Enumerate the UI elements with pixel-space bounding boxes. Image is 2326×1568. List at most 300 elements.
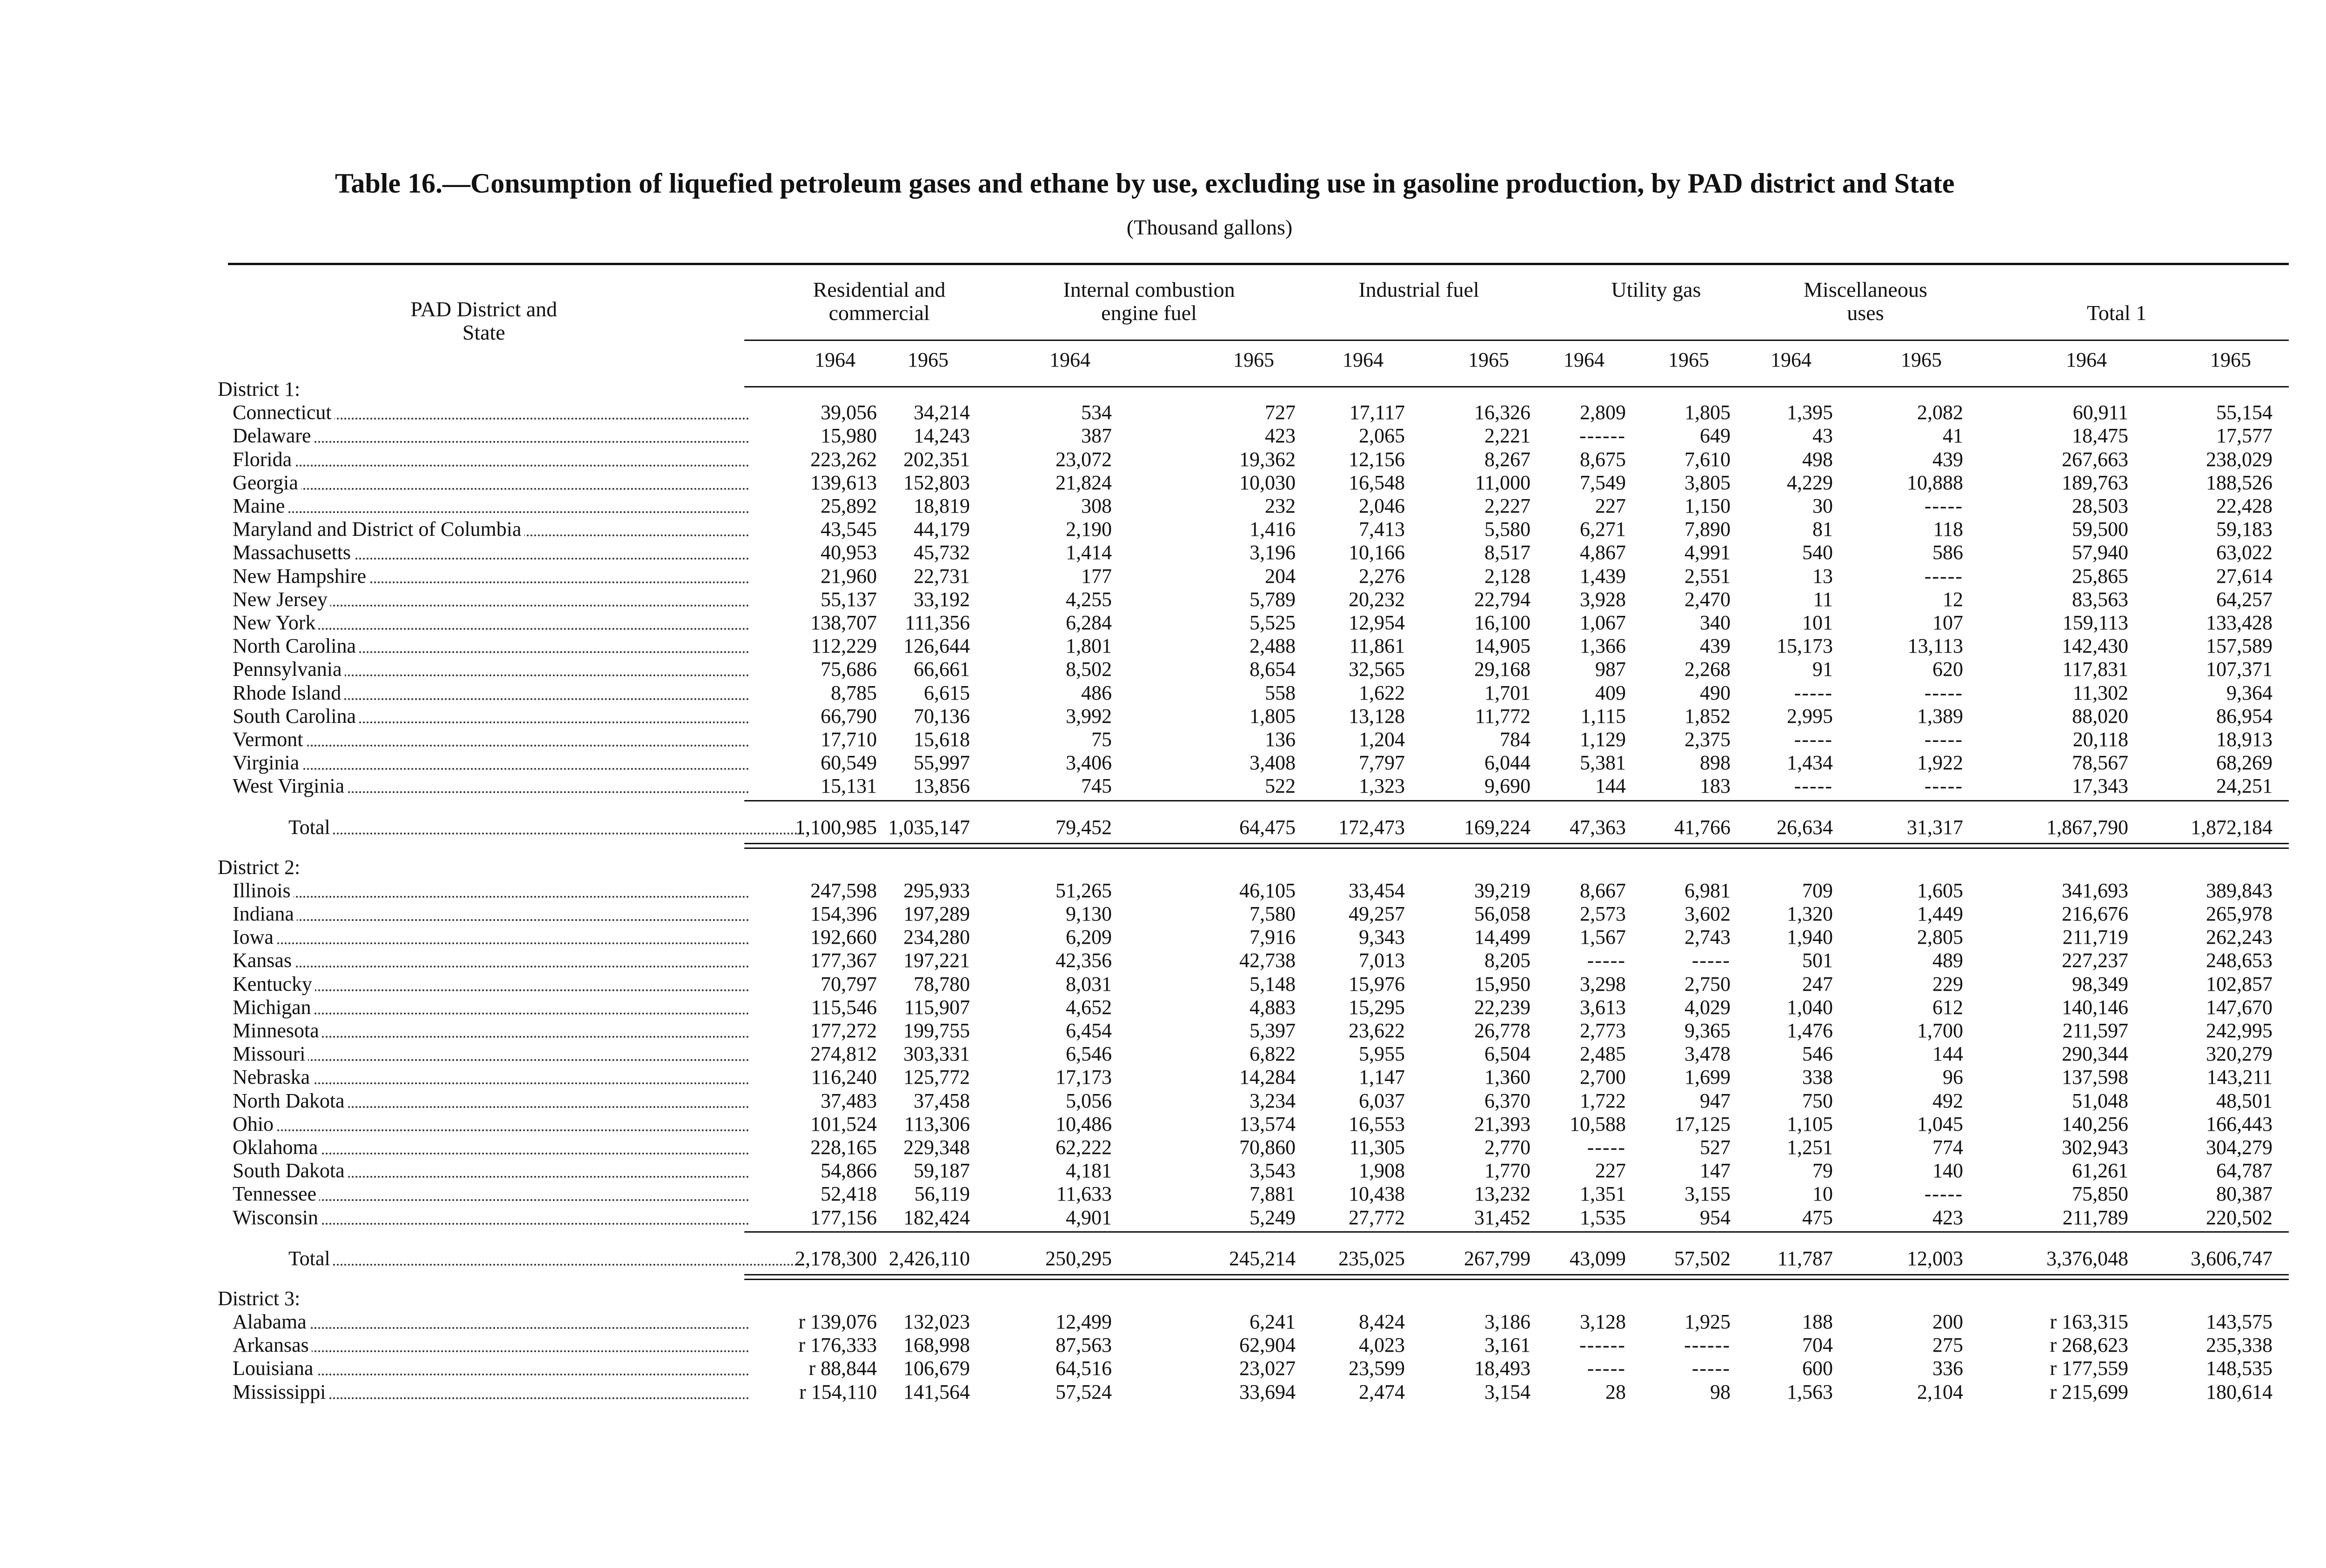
row-label [233,949,749,972]
district-heading [0,378,2289,401]
cell-value: 46,105 [1239,879,1296,902]
table-row [0,518,2289,541]
dot-leader [233,966,749,967]
row-label [233,879,749,902]
cell-value: 2,770 [1484,1136,1531,1159]
cell-value: 3,186 [1484,1310,1531,1333]
cell-value: 177,156 [810,1206,877,1229]
cell-value: 23,599 [1349,1357,1405,1380]
cell-value: 5,249 [1250,1206,1296,1229]
cell-value: 4,867 [1580,541,1626,564]
cell-value: 68,269 [2216,751,2273,774]
row-label-text: West Virginia [233,774,347,797]
cell-value: 55,137 [821,587,877,611]
cell-value: ----- [1924,564,1963,587]
table-title: Table 16.—Consumption of liquefied petroleum gases and ethane by use, excluding use in gasoline production, by PAD district and State [335,168,1955,199]
cell-value: 6,370 [1484,1089,1531,1112]
cell-value: 41,766 [1674,815,1731,839]
cell-value: 8,517 [1484,541,1531,564]
cell-value: 40,953 [821,541,877,564]
table-row [0,1136,2289,1159]
cell-value: 192,660 [810,926,877,949]
cell-value: 5,148 [1250,972,1296,995]
cell-value: 1,416 [1250,518,1296,541]
row-label [233,401,749,424]
cell-value: 227 [1595,494,1626,517]
cell-value: 2,573 [1580,902,1626,925]
cell-value: 12,954 [1349,611,1405,634]
cell-value: 159,113 [2062,611,2128,634]
cell-value: r 268,623 [2050,1334,2128,1357]
cell-value: 1,476 [1787,1019,1833,1042]
cell-value: 98,349 [2072,972,2128,995]
cell-value: 6,241 [1250,1310,1296,1333]
cell-value: 1,700 [1917,1019,1963,1042]
cell-value: 17,710 [821,728,877,751]
cell-value: 486 [1081,681,1112,704]
table-row [0,902,2289,926]
cell-value: ----- [1794,728,1833,751]
cell-value: 501 [1802,949,1833,972]
row-label [233,996,749,1019]
cell-value: 117,831 [2062,658,2128,681]
cell-value: 2,750 [1684,972,1731,995]
row-label-text: Kentucky [233,973,315,995]
row-label [288,816,805,839]
cell-value: 143,211 [2206,1066,2273,1089]
year-header-8: 1964 [1771,348,1811,371]
row-label [218,856,734,879]
cell-value: 48,501 [2216,1089,2273,1112]
year-header-1: 1965 [908,348,949,371]
table-subtitle: (Thousand gallons) [1126,215,1293,239]
cell-value: 8,675 [1580,447,1626,471]
cell-value: 620 [1932,658,1963,681]
cell-value: 2,178,300 [795,1247,877,1270]
row-label-text: Total [288,816,333,839]
cell-value: 320,279 [2206,1042,2273,1066]
cell-value: ------ [1579,1334,1626,1357]
row-label-text: Vermont [233,728,306,751]
cell-value: 37,458 [914,1089,970,1112]
cell-value: 180,614 [2206,1380,2273,1403]
cell-value: 25,865 [2072,564,2128,587]
cell-value: ----- [1691,949,1731,972]
year-header-2: 1964 [1049,348,1090,371]
row-label [233,658,749,681]
cell-value: 14,243 [914,424,970,447]
cell-value: 142,430 [2062,634,2128,658]
cell-value: 15,976 [1349,972,1405,995]
cell-value: 216,676 [2062,902,2128,925]
cell-value: 10,486 [1056,1112,1112,1135]
cell-value: 6,504 [1484,1042,1531,1066]
cell-value: 14,499 [1474,926,1531,949]
row-label [233,1019,749,1042]
cell-value: 295,933 [903,879,970,902]
cell-value: 31,452 [1474,1206,1531,1229]
cell-value: 8,424 [1359,1310,1405,1333]
cell-value: 27,772 [1349,1206,1405,1229]
row-label [233,1136,749,1159]
cell-value: 534 [1081,401,1112,424]
cell-value: 4,023 [1359,1334,1405,1357]
row-label [233,926,749,949]
cell-value: 235,338 [2206,1334,2273,1357]
cell-value: 22,428 [2216,494,2273,517]
cell-value: 19,362 [1239,447,1296,471]
cell-value: 211,597 [2062,1019,2128,1042]
table-row [0,611,2289,634]
cell-value: 87,563 [1056,1334,1112,1357]
cell-value: 1,395 [1787,401,1833,424]
cell-value: 107 [1932,611,1963,634]
cell-value: 152,803 [903,471,970,494]
cell-value: 75,686 [821,658,877,681]
cell-value: 7,580 [1250,902,1296,925]
row-label [233,565,749,588]
cell-value: 220,502 [2206,1206,2273,1229]
cell-value: 98 [1710,1380,1731,1403]
dot-leader [233,1059,749,1061]
cell-value: 1,722 [1580,1089,1626,1112]
cell-value: 157,589 [2206,634,2273,658]
cell-value: 70,136 [914,704,970,727]
cell-value: 8,654 [1250,658,1296,681]
cell-value: 1,434 [1787,751,1833,774]
cell-value: 78,780 [914,972,970,995]
cell-value: 3,543 [1250,1159,1296,1182]
row-label-text: Mississippi [233,1381,329,1403]
row-label [233,494,749,518]
row-label [233,518,749,541]
table-row [0,565,2289,588]
cell-value: 3,196 [1250,541,1296,564]
row-label-text: Iowa [233,926,276,948]
cell-value: 4,991 [1684,541,1731,564]
cell-value: 1,567 [1580,926,1626,949]
row-label [288,1247,805,1270]
cell-value: 6,037 [1359,1089,1405,1112]
row-label-text: Louisiana [233,1357,316,1380]
table-row [0,1310,2289,1334]
cell-value: 27,614 [2216,564,2273,587]
cell-value: 229 [1932,972,1963,995]
table-row [0,448,2289,471]
total-rule [744,847,2289,849]
cell-value: 20,232 [1349,587,1405,611]
cell-value: 2,488 [1250,634,1296,658]
cell-value: 1,150 [1684,494,1731,517]
cell-value: 139,613 [810,471,877,494]
cell-value: 10 [1812,1182,1833,1206]
row-label-text: Indiana [233,902,297,925]
cell-value: 267,663 [2062,447,2128,471]
cell-value: 2,104 [1917,1380,1963,1403]
cell-value: 126,644 [903,634,970,658]
dot-leader [233,511,749,513]
cell-value: 9,690 [1484,774,1531,798]
cell-value: 138,707 [810,611,877,634]
cell-value: 238,029 [2206,447,2273,471]
cell-value: 227,237 [2062,949,2128,972]
cell-value: 17,577 [2216,424,2273,447]
cell-value: 8,667 [1580,879,1626,902]
cell-value: 12,499 [1056,1310,1112,1333]
cell-value: 154,396 [810,902,877,925]
cell-value: 3,992 [1066,704,1112,727]
cell-value: 33,192 [914,587,970,611]
cell-value: 7,890 [1684,518,1731,541]
row-label-text: Florida [233,448,294,471]
year-header-9: 1965 [1901,348,1942,371]
row-label-text: District 2: [218,856,303,879]
cell-value: 303,331 [903,1042,970,1066]
row-label-text: Total [288,1247,333,1270]
cell-value: 546 [1802,1042,1833,1066]
cell-value: 79,452 [1056,815,1112,839]
cell-value: 1,439 [1580,564,1626,587]
cell-value: 115,546 [811,995,877,1019]
cell-value: 34,214 [914,401,970,424]
cell-value: 3,161 [1484,1334,1531,1357]
cell-value: 56,119 [914,1182,970,1206]
cell-value: 49,257 [1349,902,1405,925]
cell-value: 43,099 [1570,1247,1626,1270]
cell-value: 774 [1932,1136,1963,1159]
year-header-5: 1965 [1468,348,1509,371]
cell-value: 2,426,110 [889,1247,970,1270]
cell-value: 274,812 [810,1042,877,1066]
cell-value: 2,221 [1484,424,1531,447]
row-label [233,1089,749,1113]
cell-value: 2,082 [1917,401,1963,424]
cell-value: 47,363 [1570,815,1626,839]
cell-value: 16,100 [1474,611,1531,634]
cell-value: 13 [1812,564,1833,587]
table-row [0,588,2289,611]
table-row [0,1334,2289,1357]
table-row [0,658,2289,681]
cell-value: 60,911 [2072,401,2128,424]
row-label-text: Delaware [233,424,314,447]
cell-value: 137,598 [2062,1066,2128,1089]
cell-value: 22,731 [914,564,970,587]
row-label [233,588,749,611]
cell-value: 202,351 [903,447,970,471]
cell-value: 20,118 [2072,728,2128,751]
cell-value: 898 [1700,751,1731,774]
cell-value: 250,295 [1045,1247,1112,1270]
cell-value: 96 [1943,1066,1963,1089]
cell-value: 101 [1802,611,1833,634]
cell-value: 125,772 [903,1066,970,1089]
cell-value: 6,271 [1580,518,1626,541]
cell-value: 41 [1943,424,1963,447]
cell-value: 232 [1265,494,1296,517]
cell-value: 147 [1700,1159,1731,1182]
cell-value: 247,598 [810,879,877,902]
cell-value: 1,925 [1684,1310,1731,1333]
cell-value: 2,268 [1684,658,1731,681]
cell-value: 1,770 [1484,1159,1531,1182]
cell-value: 4,229 [1787,471,1833,494]
row-label [233,973,749,996]
cell-value: 308 [1081,494,1112,517]
cell-value: 423 [1932,1206,1963,1229]
cell-value: 4,181 [1066,1159,1112,1182]
cell-value: 247 [1802,972,1833,995]
dot-leader [233,1327,749,1329]
cell-value: 39,219 [1474,879,1531,902]
cell-value: 66,790 [821,704,877,727]
dot-leader [288,833,805,834]
total-rule [744,1274,2289,1275]
cell-value: 15,980 [821,424,877,447]
cell-value: 16,553 [1349,1112,1405,1135]
cell-value: 612 [1932,995,1963,1019]
cell-value: 490 [1700,681,1731,704]
cell-value: 527 [1700,1136,1731,1159]
cell-value: 177,367 [810,949,877,972]
cell-value: 6,044 [1484,751,1531,774]
cell-value: 13,574 [1239,1112,1296,1135]
cell-value: 262,243 [2206,926,2273,949]
cell-value: r 139,076 [798,1310,877,1333]
cell-value: 22,239 [1474,995,1531,1019]
cell-value: 1,449 [1917,902,1963,925]
cell-value: 2,065 [1359,424,1405,447]
cell-value: 341,693 [2062,879,2128,902]
cell-value: 228,165 [810,1136,877,1159]
cell-value: 11,861 [1349,634,1405,658]
cell-value: 197,289 [903,902,970,925]
cell-value: 275 [1932,1334,1963,1357]
cell-value: 6,454 [1066,1019,1112,1042]
cell-value: 11 [1813,587,1833,611]
cell-value: 2,995 [1787,704,1833,727]
cell-value: 75,850 [2072,1182,2128,1206]
total-row [0,1247,2289,1270]
cell-value: 8,267 [1484,447,1531,471]
dot-leader [233,1129,749,1131]
cell-value: 88,020 [2072,704,2128,727]
cell-value: 409 [1595,681,1626,704]
cell-value: 57,502 [1674,1247,1731,1270]
row-label-text: South Dakota [233,1159,348,1182]
cell-value: 3,602 [1684,902,1731,925]
cell-value: 2,551 [1684,564,1731,587]
cell-value: 265,978 [2206,902,2273,925]
cell-value: 23,072 [1056,447,1112,471]
row-label-text: Michigan [233,996,314,1019]
cell-value: 439 [1932,447,1963,471]
cell-value: 1,147 [1359,1066,1405,1089]
cell-value: 3,613 [1580,995,1626,1019]
table-row [0,751,2289,774]
cell-value: 1,801 [1066,634,1112,658]
cell-value: 55,997 [914,751,970,774]
cell-value: 147,670 [2206,995,2273,1019]
cell-value: 234,280 [903,926,970,949]
row-label-text: Connecticut [233,401,334,424]
cell-value: 8,785 [831,681,877,704]
cell-value: 118 [1933,518,1963,541]
table-row [0,424,2289,447]
cell-value: 7,610 [1684,447,1731,471]
cell-value: 21,960 [821,564,877,587]
cell-value: ------ [1684,1334,1731,1357]
row-label [233,471,749,494]
year-header-11: 1965 [2210,348,2251,371]
cell-value: 148,535 [2206,1357,2273,1380]
cell-value: r 177,559 [2050,1357,2128,1380]
cell-value: 12,156 [1349,447,1405,471]
cell-value: r 88,844 [809,1357,877,1380]
cell-value: 11,633 [1056,1182,1112,1206]
row-label-text: Oklahoma [233,1136,321,1159]
cell-value: 586 [1932,541,1963,564]
header-internal-combustion: Internal combustion engine fuel [1063,278,1235,325]
cell-value: 15,295 [1349,995,1405,1019]
cell-value: 177 [1081,564,1112,587]
cell-value: 248,653 [2206,949,2273,972]
cell-value: 1,366 [1580,634,1626,658]
cell-value: 10,030 [1239,471,1296,494]
cell-value: 16,326 [1474,401,1531,424]
cell-value: 389,843 [2206,879,2273,902]
row-label [233,611,749,634]
cell-value: 5,955 [1359,1042,1405,1066]
cell-value: 1,320 [1787,902,1833,925]
header-industrial: Industrial fuel [1358,278,1479,301]
cell-value: 4,652 [1066,995,1112,1019]
cell-value: 54,866 [821,1159,877,1182]
cell-value: 2,227 [1484,494,1531,517]
cell-value: 83,563 [2072,587,2128,611]
cell-value: 11,000 [1475,471,1531,494]
cell-value: 64,475 [1239,815,1296,839]
cell-value: 136 [1265,728,1296,751]
cell-value: 1,251 [1787,1136,1833,1159]
row-label [233,1066,749,1089]
cell-value: 1,867,790 [2046,815,2128,839]
row-label-text: Alabama [233,1310,309,1333]
cell-value: 8,205 [1484,949,1531,972]
cell-value: 143,575 [2206,1310,2273,1333]
cell-value: 1,535 [1580,1206,1626,1229]
cell-value: 51,048 [2072,1089,2128,1112]
cell-value: 70,860 [1239,1136,1296,1159]
dot-leader [233,488,749,490]
cell-value: 12 [1943,587,1963,611]
cell-value: 17,343 [2072,774,2128,798]
row-label [233,1159,749,1182]
cell-value: ----- [1924,728,1963,751]
cell-value: 57,524 [1056,1380,1112,1403]
cell-value: 1,699 [1684,1066,1731,1089]
table-row [0,494,2289,518]
cell-value: 56,058 [1474,902,1531,925]
cell-value: 33,694 [1239,1380,1296,1403]
cell-value: 987 [1595,658,1626,681]
cell-value: 141,564 [903,1380,970,1403]
row-label-text: Kansas [233,949,294,972]
row-label-text: New York [233,611,318,634]
cell-value: 59,500 [2072,518,2128,541]
row-label [233,1042,749,1066]
cell-value: 2,700 [1580,1066,1626,1089]
